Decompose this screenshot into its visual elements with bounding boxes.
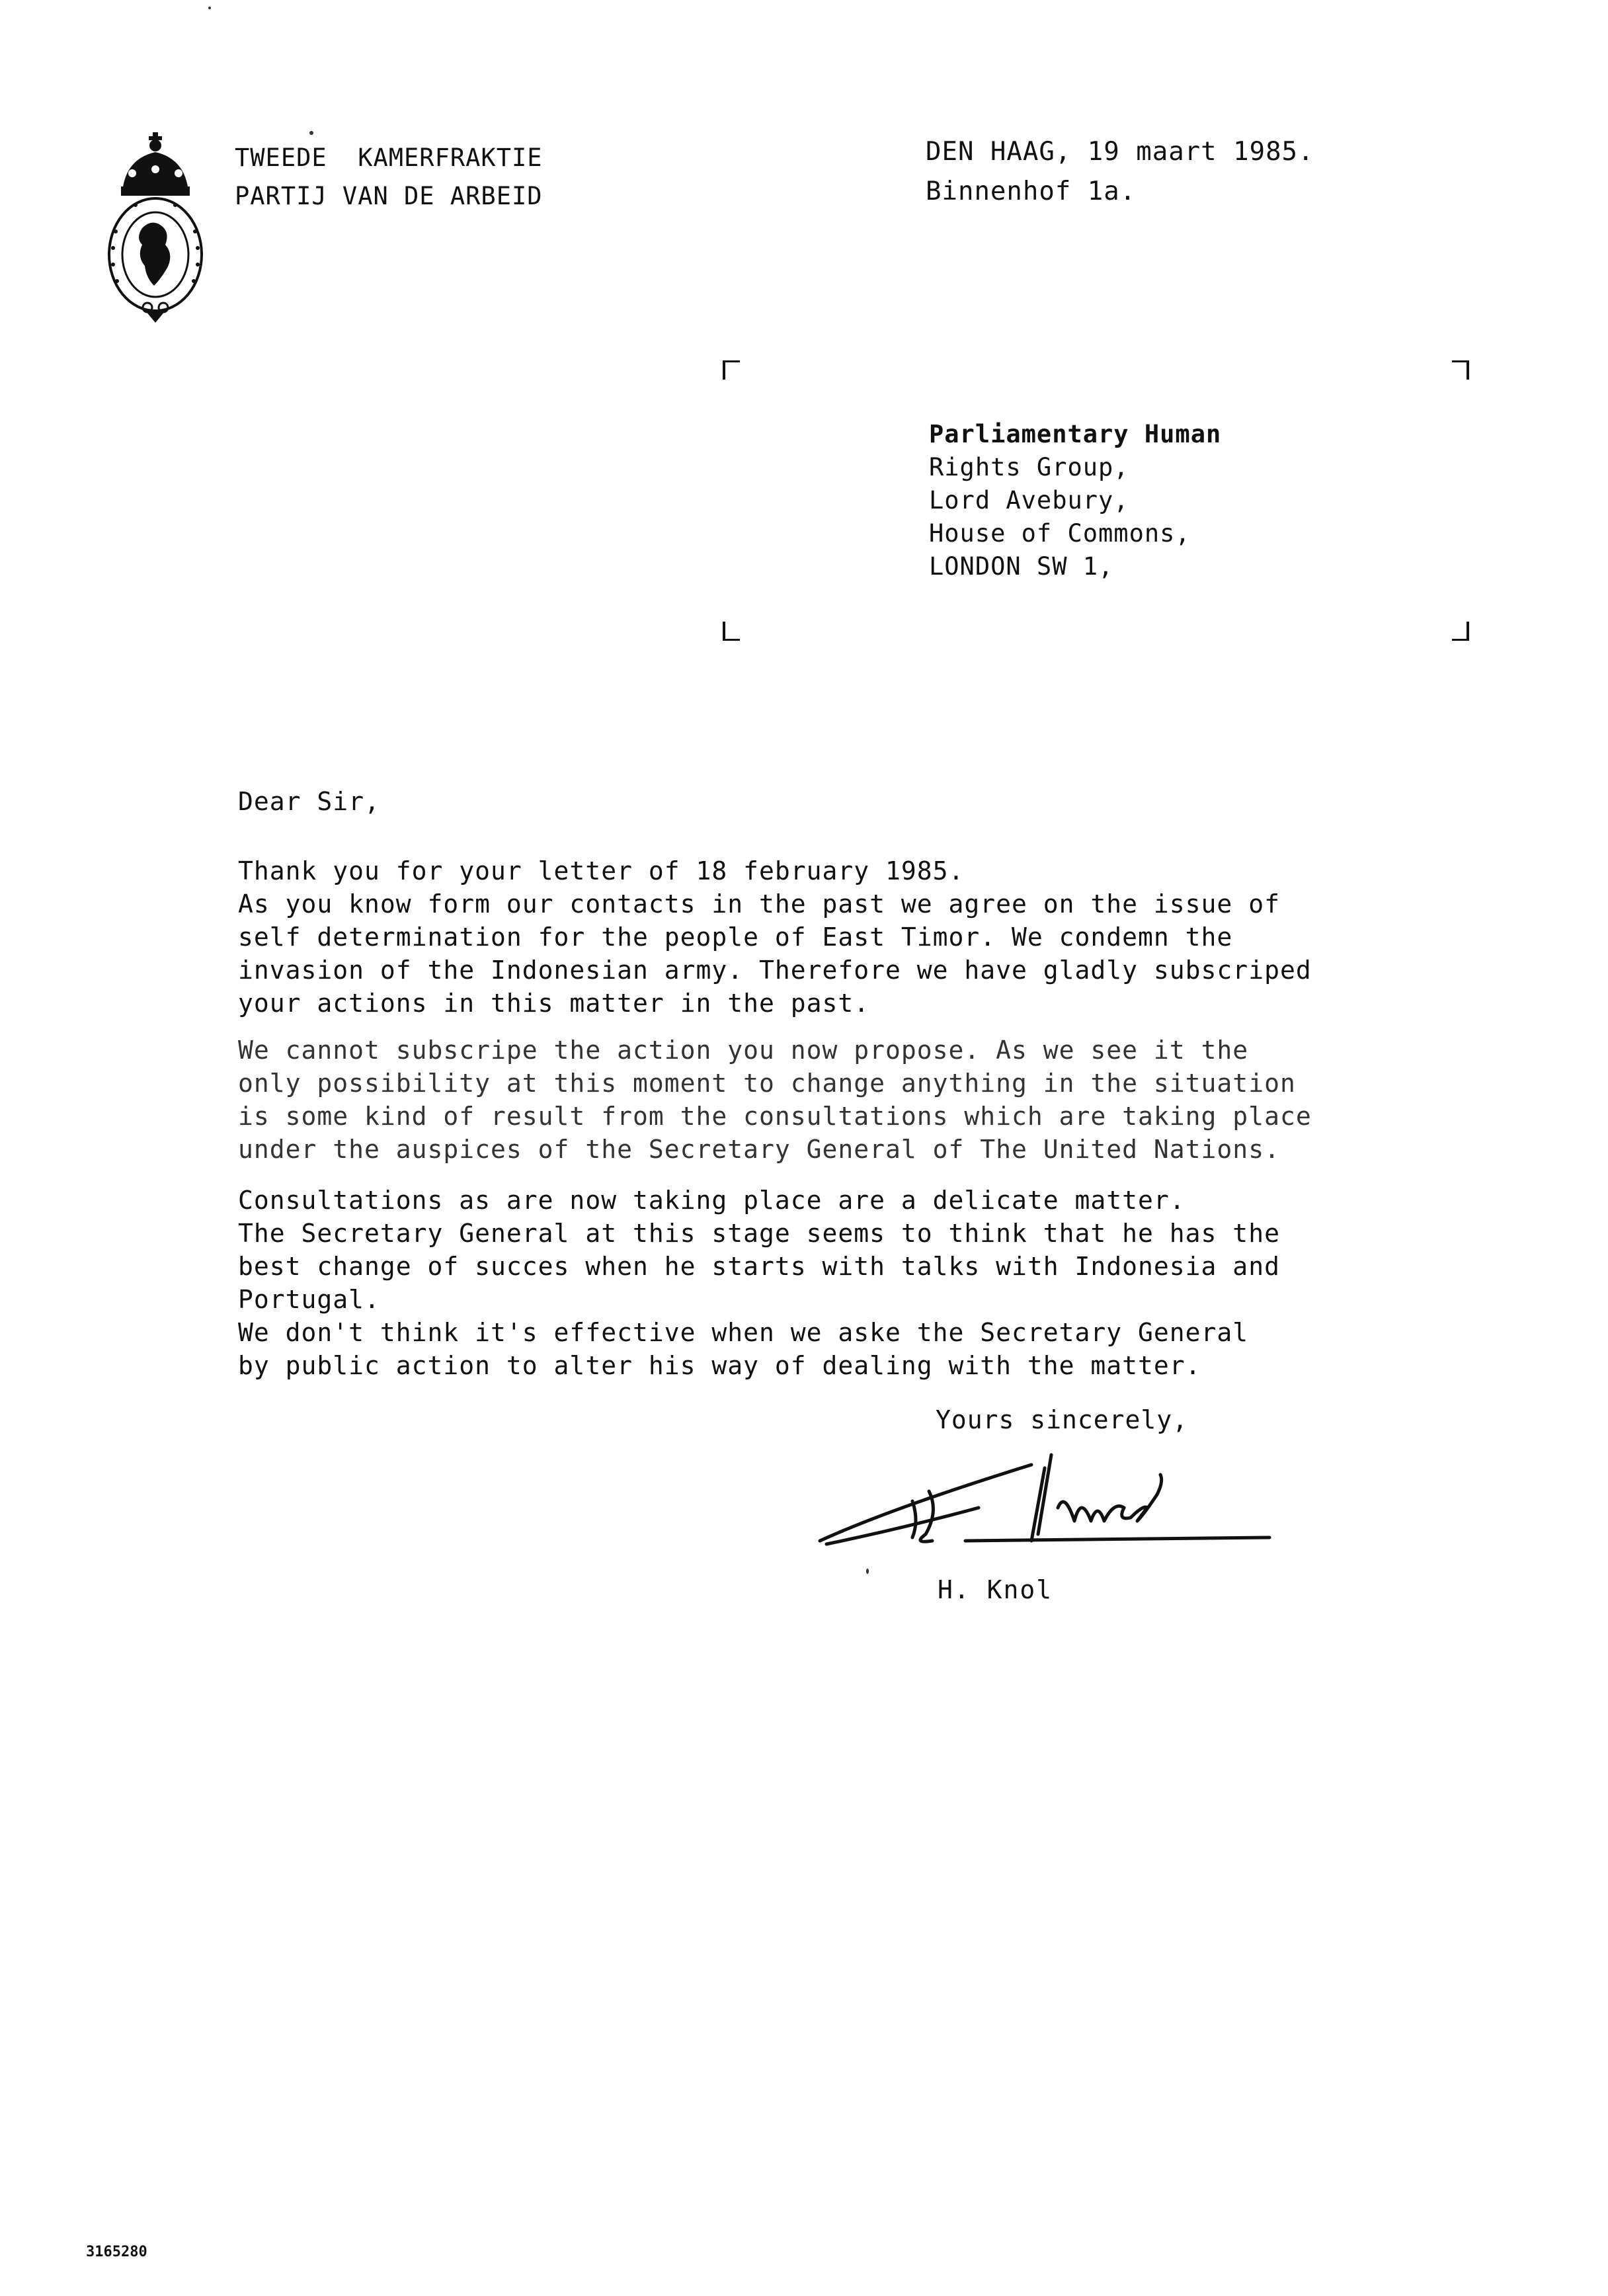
closing: Yours sincerely,: [936, 1405, 1189, 1434]
text-line: only possibility at this moment to change anything in the situation: [238, 1069, 1296, 1098]
recipient-line: House of Commons,: [929, 519, 1191, 548]
paragraph-2: [238, 1034, 1415, 1166]
recipient-line: LONDON SW 1,: [929, 552, 1114, 581]
text-line: self determination for the people of East Timor. We condemn the: [238, 922, 1233, 952]
letterhead-line-1: TWEEDE KAMERFRAKTIE: [235, 144, 543, 172]
address-line: Binnenhof 1a.: [926, 177, 1137, 206]
text-line: As you know form our contacts in the past we agree on the issue of: [238, 889, 1280, 919]
signer-name: H. Knol: [938, 1575, 1053, 1604]
salutation: Dear Sir,: [238, 787, 380, 816]
address-window-corner-top-right: [1452, 360, 1469, 380]
text-line: under the auspices of the Secretary General of The United Nations.: [238, 1135, 1280, 1164]
scan-speck: [208, 7, 211, 9]
recipient-line: Lord Avebury,: [929, 486, 1129, 514]
scan-speck: [309, 131, 313, 135]
text-line: by public action to alter his way of dealing with the matter.: [238, 1351, 1201, 1380]
text-line: is some kind of result from the consultations which are taking place: [238, 1102, 1312, 1131]
text-line: Thank you for your letter of 18 february 1985.: [238, 856, 965, 885]
crest-icon: [96, 112, 215, 331]
letterhead-line-2: PARTIJ VAN DE ARBEID: [235, 182, 543, 210]
address-window-corner-bottom-right: [1452, 622, 1469, 641]
text-line: your actions in this matter in the past.: [238, 989, 870, 1018]
address-window-corner-top-left: [723, 360, 740, 380]
text-line: Consultations as are now taking place are a delicate matter.: [238, 1186, 1186, 1215]
text-line: Portugal.: [238, 1285, 380, 1314]
place-and-date: [926, 132, 1314, 212]
signature: [813, 1428, 1276, 1587]
paragraph-1: [238, 854, 1415, 1020]
recipient-line: Rights Group,: [929, 453, 1129, 481]
recipient-line: Parliamentary Human: [929, 420, 1222, 448]
paragraph-3: [238, 1184, 1415, 1382]
text-line: We don't think it's effective when we aske the Secretary General: [238, 1318, 1249, 1347]
letterhead: [235, 139, 543, 216]
text-line: invasion of the Indonesian army. Therefore we have gladly subscriped: [238, 956, 1312, 985]
address-window-corner-bottom-left: [723, 622, 740, 641]
document-number: 3165280: [86, 2244, 147, 2260]
place-date-line: DEN HAAG, 19 maart 1985.: [926, 137, 1314, 167]
scan-speck: [866, 1569, 869, 1574]
recipient-address: [929, 418, 1221, 583]
text-line: We cannot subscripe the action you now propose. As we see it the: [238, 1036, 1249, 1065]
text-line: best change of succes when he starts with talks with Indonesia and: [238, 1252, 1280, 1281]
text-line: The Secretary General at this stage seems to think that he has the: [238, 1219, 1280, 1248]
